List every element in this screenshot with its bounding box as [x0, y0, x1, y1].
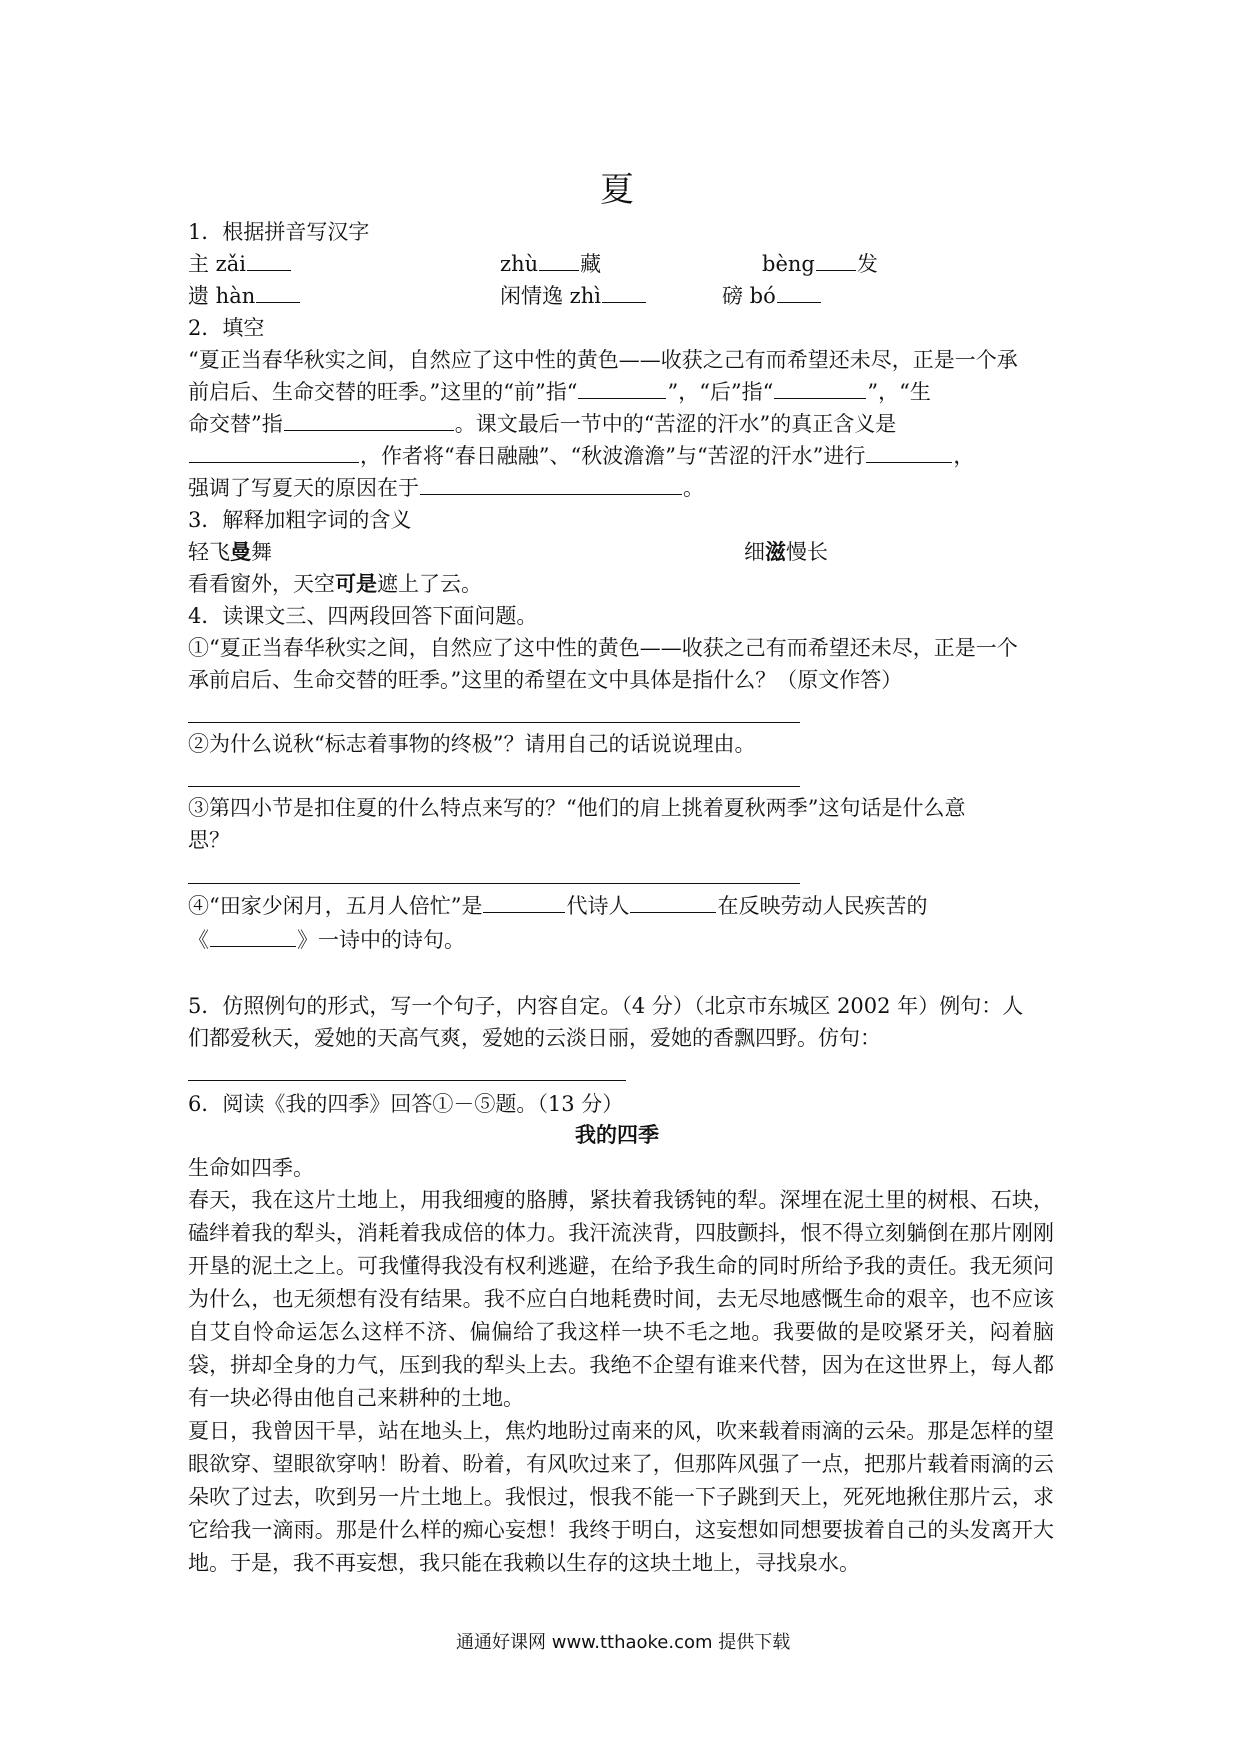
q1-item-4: 遗 hàn: [188, 280, 301, 312]
q3-word-2: 细滋慢长: [744, 539, 828, 564]
answer-blank[interactable]: [539, 248, 579, 271]
answer-blank[interactable]: [777, 280, 821, 303]
answer-blank[interactable]: [247, 248, 291, 271]
q1-item-1: 主 zǎi: [188, 248, 292, 280]
q4-sub-3-line-1: ③第四小节是扣住夏的什么特点来写的？“他们的肩上挑着夏秋两季”这句话是什么意: [188, 796, 966, 820]
answer-line[interactable]: [188, 722, 800, 723]
article-paragraph-1: 春天，我在这片土地上，用我细瘦的胳膊，紧扶着我锈钝的犁。深埋在泥土里的树根、石块，磕绊着我的犁头，消耗着我成倍的体力。我汗流浃背，四肢颤抖，恨不得立刻躺倒在那片刚刚开垦的泥土之上。可我懂得我没有权利逃避，在给予我生命的同时所给予我的责任。我无须问为什么，也无须想有没有结果。我不应白白地耗费时间，去无尽地感慨生命的艰辛，也不应该自艾自怜命运怎么这样不济、偏偏给了我这样一块不毛之地。我要做的是咬紧牙关，闷着脑袋，拼却全身的力气，压到我的犁头上去。我绝不企望有谁来代替，因为在这世界上，每人都有一块必得由他自己来耕种的土地。: [188, 1188, 1054, 1410]
q3-heading: 3．解释加粗字词的含义: [188, 508, 412, 532]
answer-line[interactable]: [188, 786, 800, 787]
answer-blank[interactable]: [774, 376, 866, 399]
answer-blank[interactable]: [284, 408, 454, 431]
q2-line-2: 前启后、生命交替的旺季。”这里的“前”指“ ”，“后”指“ ”，“生: [188, 376, 931, 408]
q6-heading: 6．阅读《我的四季》回答①－⑤题。（13 分）: [188, 1092, 624, 1116]
article-paragraph-0: 生命如四季。: [188, 1156, 314, 1180]
answer-blank[interactable]: [420, 472, 682, 495]
answer-blank[interactable]: [602, 280, 646, 303]
q4-sub-4-line-1: ④“田家少闲月，五月人倍忙”是 代诗人 在反映劳动人民疾苦的: [188, 890, 927, 922]
q1-heading: 1．根据拼音写汉字: [188, 220, 370, 244]
answer-blank[interactable]: [483, 890, 565, 913]
answer-line[interactable]: [188, 883, 800, 884]
q1-item-3: bèng 发: [762, 248, 878, 280]
answer-blank[interactable]: [256, 280, 300, 303]
q4-sub-2: ②为什么说秋“标志着事物的终极”？请用自己的话说说理由。: [188, 732, 756, 756]
q5-line-2: 们都爱秋天，爱她的天高气爽，爱她的云淡日丽，爱她的香飘四野。仿句：: [188, 1026, 881, 1050]
q3-word-1: 轻飞曼舞: [188, 539, 272, 564]
article-title: 我的四季: [575, 1123, 659, 1147]
answer-blank[interactable]: [210, 924, 296, 947]
q2-heading: 2．填空: [188, 316, 265, 340]
q4-sub-4-line-2: 《 》一诗中的诗句。: [188, 924, 465, 956]
page-title: 夏: [600, 170, 634, 210]
q1-item-2: zhù 藏: [500, 248, 601, 280]
q1-item-5: 闲情逸 zhì: [500, 280, 647, 312]
answer-blank[interactable]: [866, 440, 952, 463]
q2-line-1: “夏正当春华秋实之间，自然应了这中性的黄色——收获之己有而希望还未尽，正是一个承: [188, 348, 1018, 372]
q4-sub-1-line-1: ①“夏正当春华秋实之间，自然应了这中性的黄色——收获之己有而希望还未尽，正是一个: [188, 636, 1018, 660]
answer-blank[interactable]: [816, 248, 856, 271]
q2-line-3: 命交替”指 。课文最后一节中的“苦涩的汗水”的真正含义是: [188, 408, 896, 440]
q4-sub-1-line-2: 承前启后、生命交替的旺季。”这里的希望在文中具体是指什么？（原文作答）: [188, 668, 903, 692]
q2-line-5: 强调了写夏天的原因在于 。: [188, 472, 704, 504]
answer-blank[interactable]: [578, 376, 666, 399]
answer-blank[interactable]: [630, 890, 716, 913]
q2-line-4: ，作者将“春日融融”、“秋波澹澹”与“苦涩的汗水”进行 ，: [188, 440, 974, 472]
article-paragraph-2: 夏日，我曾因干旱，站在地头上，焦灼地盼过南来的风，吹来载着雨滴的云朵。那是怎样的望眼欲穿、望眼欲穿呐！盼着、盼着，有风吹过来了，但那阵风强了一点，把那片载着雨滴的云朵吹了过去，吹到另一片土地上。我恨过，恨我不能一下子跳到天上，死死地揪住那片云，求它给我一滴雨。那是什么样的痴心妄想！我终于明白，这妄想如同想要拔着自己的头发离开大地。于是，我不再妄想，我只能在我赖以生存的这块土地上，寻找泉水。: [188, 1419, 1054, 1575]
page-footer: 通通好课网 www.tthaoke.com 提供下载: [456, 1632, 791, 1653]
q1-item-6: 磅 bó: [722, 280, 822, 312]
answer-line[interactable]: [188, 1080, 626, 1081]
q3-word-3: 看看窗外，天空可是遮上了云。: [188, 571, 482, 596]
q5-line-1: 5．仿照例句的形式，写一个句子，内容自定。（4 分）（北京市东城区 2002 年）例句：人: [188, 994, 1024, 1018]
q4-sub-3-line-2: 思？: [188, 828, 230, 852]
q4-heading: 4．读课文三、四两段回答下面问题。: [188, 604, 538, 628]
answer-blank[interactable]: [189, 440, 359, 463]
